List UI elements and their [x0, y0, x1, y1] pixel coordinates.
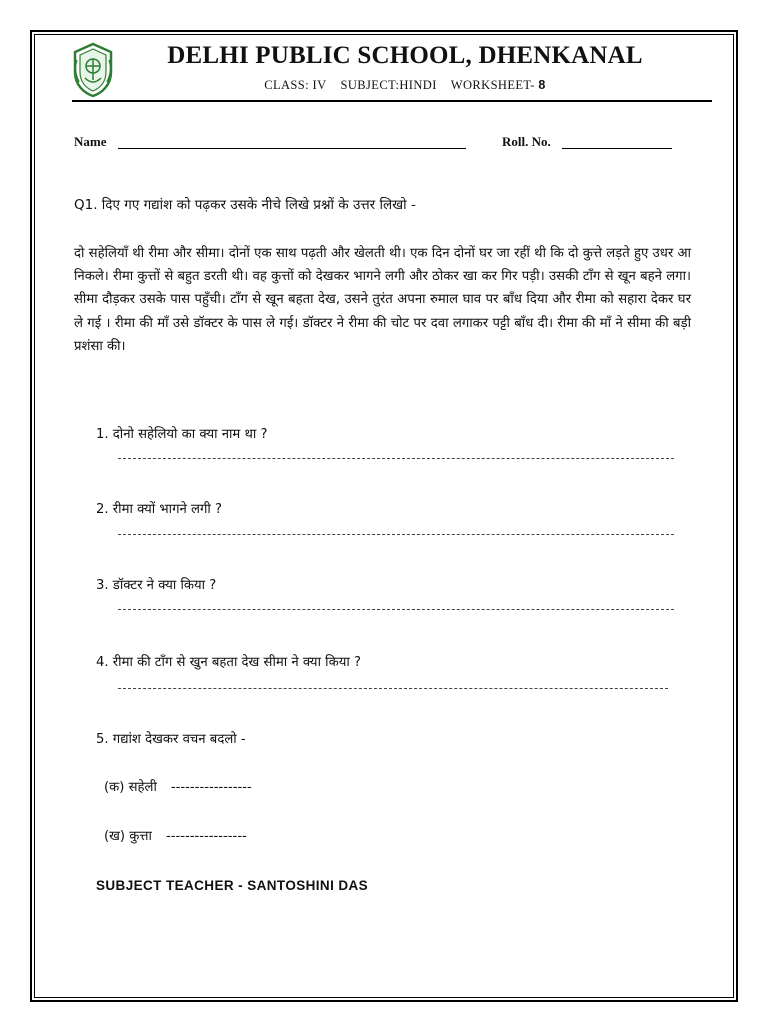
subject-teacher: SUBJECT TEACHER - SANTOSHINI DAS — [96, 878, 369, 893]
school-name: DELHI PUBLIC SCHOOL, DHENKANAL — [167, 42, 643, 69]
question-item-2: 2. रीमा क्यों भागने लगी ? — [96, 502, 222, 517]
worksheet-label: WORKSHEET- — [450, 78, 535, 92]
answer-line-4[interactable] — [118, 688, 668, 689]
answer-line-1[interactable] — [118, 458, 674, 459]
vachan-item-2-label: (ख) कुत्ता — [104, 829, 152, 844]
subject-label: SUBJECT:HINDI — [340, 78, 437, 92]
class-label: CLASS: IV — [264, 78, 327, 92]
name-field[interactable] — [118, 148, 466, 149]
question-item-5: 5. गद्यांश देखकर वचन बदलो - — [96, 732, 246, 747]
answer-line-2[interactable] — [118, 534, 674, 535]
vachan-item-1 — [104, 777, 252, 795]
roll-number-field[interactable] — [562, 148, 672, 149]
question-item-4: 4. रीमा की टाँग से खुन बहता देख सीमा ने क्या किया ? — [96, 655, 361, 670]
reading-passage: दो सहेलियाँ थी रीमा और सीमा। दोनों एक साथ पढ़ती और खेलती थी। एक दिन दोनों घर जा रहीं थी कि दो कुत्ते लड़ते हुए उधर आ निकले। रीमा कुत्तों से बहुत डरती थी। वह कुत्तों को देखकर भागने लगी और ठोकर खा कर गिर पड़ी। उसकी टाँग से खून बहने लगा। सीमा दौड़कर उसके पास पहुँची। टाँग से खून बहता देख, उसने तुरंत अपना रुमाल घाव पर बाँध दिया और रीमा को सहारा देकर घर ले गई । रीमा की माँ उसे डॉक्टर के पास ले गई। डॉक्टर ने रीमा की चोट पर दवा लगाकर पट्टी बाँध दी। रीमा की माँ ने सीमा की बड़ी प्रशंसा की। — [74, 246, 691, 354]
worksheet-number: 8 — [538, 78, 546, 92]
question-1-instruction: Q1. दिए गए गद्यांश को पढ़कर उसके नीचे लिखे प्रश्नों के उत्तर लिखो - — [74, 197, 416, 213]
header-divider — [72, 100, 712, 102]
vachan-item-1-label: (क) सहेली — [104, 780, 157, 795]
vachan-item-2-blank[interactable]: ----------------- — [165, 829, 247, 844]
vachan-item-2 — [104, 826, 247, 844]
worksheet-meta — [150, 78, 660, 93]
answer-line-3[interactable] — [118, 609, 674, 610]
question-item-1: 1. दोनो सहेलियो का क्या नाम था ? — [96, 427, 268, 442]
vachan-item-1-blank[interactable]: ----------------- — [170, 780, 252, 795]
roll-number-label: Roll. No. — [502, 134, 551, 149]
school-crest-icon — [71, 42, 115, 98]
question-item-3: 3. डॉक्टर ने क्या किया ? — [96, 578, 217, 593]
name-label: Name — [74, 134, 107, 149]
